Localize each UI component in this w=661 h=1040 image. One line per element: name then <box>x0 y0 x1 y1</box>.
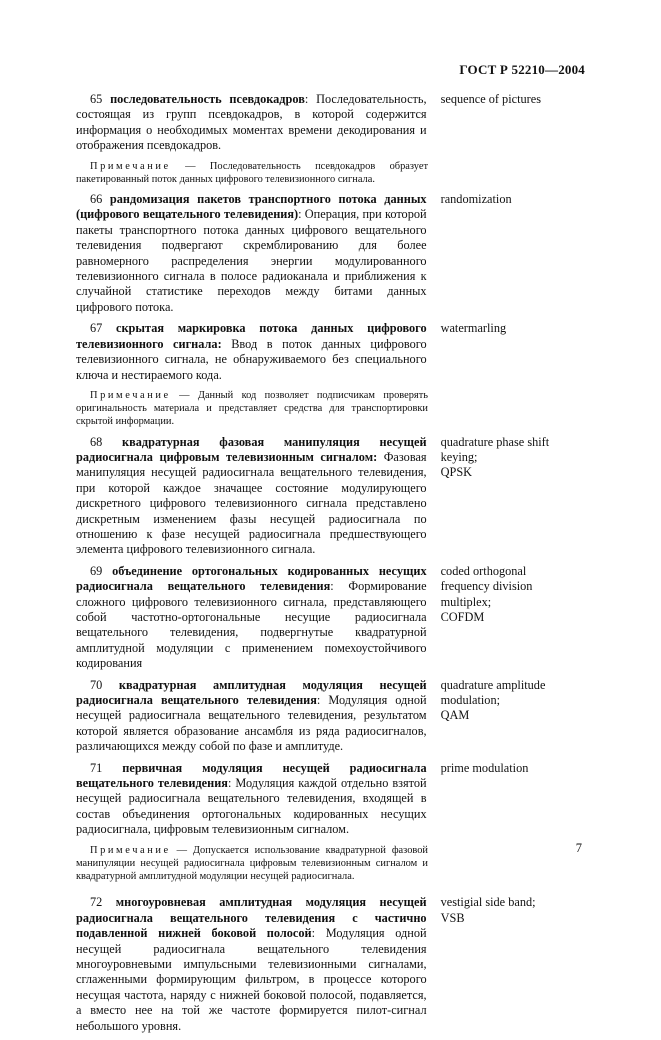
english-equivalent: coded orthogonal frequency division multiplex; COFDM <box>440 563 533 624</box>
note-label: Примечание <box>90 844 171 856</box>
term-number: 68 <box>90 434 103 449</box>
term-name: объединение ортогональных кодированных несущих радиосигнала вещательного телевидения <box>76 563 427 594</box>
english-equivalent: quadrature phase shift keying; QPSK <box>440 434 550 480</box>
term-definition: Формирование сложного цифрового телевизионного сигнала, представляющего собой частотно-ортогональные несущие радиосигнала вещательного телевидения, подвергнутые квадратурной амплитудной модуляции с применением помехоустойчивого кодирования <box>76 579 427 671</box>
term-name: квадратурная амплитудная модуляция несущей радиосигнала вещательного телевидения <box>76 677 427 708</box>
term-number: 66 <box>90 192 103 207</box>
term-number: 65 <box>90 92 103 106</box>
term-definition: Фазовая манипуляция несущей радиосигнала вещательного телевидения, при которой каждое значащее состояние модулирующего дискретного цифрового телевизионного сигнала представлено дискретным изменением фазы несущей радиосигнала по отношению к фазе несущей радиосигнала предшествующего элемента цифрового телевизионного сигнала. <box>76 449 427 557</box>
term-definition: Ввод в поток данных цифрового телевизионного сигнала, не обнаруживаемого без специального ключа и нестираемого кода. <box>76 336 427 382</box>
term-definition: Модуляция одной несущей радиосигнала вещательного телевидения, результатом которой является образование ансамбля из ряда радиосигналов, различающихся между собой по фазе и амплитуде. <box>76 693 427 754</box>
term-name: многоуровневая амплитудная модуляция несущей радиосигнала вещательного телевидения с частично подавленной нижней боковой полосой <box>76 895 427 941</box>
english-equivalent: prime modulation <box>440 760 529 775</box>
note-label: Примечание <box>90 160 171 172</box>
page-number: 7 <box>575 841 582 855</box>
term-entry-69: 69 объединение ортогональных кодированных несущих радиосигнала вещательного телевидения: Формирование сложного цифрового телевизионного сигнала, представляющего собой частотно-ортогональные несущие радиосигнала вещательного телевидения, подвергнутые квадратурной амплитудной модуляции с применением помехоустойчивого кодирования coded orthogonal frequency division multiplex; COFDM <box>76 564 586 672</box>
term-list <box>76 92 586 1040</box>
term-name: последовательность псевдокадров <box>110 92 305 106</box>
note <box>76 389 428 429</box>
term-entry-68 <box>76 435 586 558</box>
note-label: Примечание <box>90 389 171 401</box>
term-name: первичная модуляция несущей радиосигнала вещательного телевидения <box>76 760 427 791</box>
note <box>76 160 428 186</box>
document-header: ГОСТ Р 52210—2004 <box>459 62 585 77</box>
term-definition: Последовательность, состоящая из групп псевдокадров, в которой содержится информация о необходимых моментах времени декодирования и отображения псевдокадров. <box>76 92 427 153</box>
term-entry-70: 70 квадратурная амплитудная модуляция несущей радиосигнала вещательного телевидения: Модуляция одной несущей радиосигнала вещательного телевидения, результатом которой является образование ансамбля из ряда радиосигналов, различающихся между собой по фазе и амплитуде. quadrature amplitude modulation; QAM <box>76 678 586 755</box>
term-entry-67 <box>76 321 586 383</box>
term-number: 67 <box>90 321 103 336</box>
term-name: рандомизация пакетов транспортного потока данных (цифрового вещательного телевидения) <box>76 192 427 222</box>
english-equivalent: randomization <box>440 192 512 207</box>
term-definition: Операция, при которой пакеты транспортного потока данных цифрового вещательного телевидения подвергают скремблированию для более равномерного распределения энергии модулированного телевизионного сигнала в полосе радиоканала и приближения к случайной статистике переходов между битами данных цифрового потока. <box>76 207 427 314</box>
note-text: — Последовательность псевдокадров образует пакетированный поток данных цифрового телевизионного сигнала. <box>76 160 428 185</box>
note-text: — Данный код позволяет подписчикам проверять оригинальность материала и представляет средства для транспортировки скрытой информации. <box>76 389 428 428</box>
term-entry-65: 65 последовательность псевдокадров: Последовательность, состоящая из групп псевдокадров, в которой содержится информация о необходимых моментах времени декодирования и отображения псевдокадров. sequence of pictures <box>76 92 586 154</box>
term-definition: Модуляция каждой отдельно взятой несущей радиосигнала вещательного телевидения, входящей в состав объединения ортогональных кодированных несущих радиосигнала, цифровым телевизионным сигналом. <box>76 776 427 837</box>
english-equivalent: quadrature amplitude modulation; QAM <box>440 677 546 723</box>
term-name: скрытая маркировка потока данных цифрового телевизионного сигнала: <box>76 321 427 351</box>
english-equivalent: watermarling <box>440 321 507 336</box>
term-name: квадратурная фазовая манипуляция несущей радиосигнала цифровым телевизионным сигналом: <box>76 434 427 464</box>
note <box>76 844 428 884</box>
term-entry-66: 66 рандомизация пакетов транспортного потока данных (цифрового вещательного телевидения): Операция, при которой пакеты транспортного потока данных цифрового вещательного телевидения подвергают скремблированию для более равномерного распределения энергии модулированного телевизионного сигнала в полосе радиоканала и приближения к случайной статистике переходов между битами данных цифрового потока. randomization <box>76 192 586 315</box>
term-number: 72 <box>90 895 103 910</box>
term-entry-72: 72 многоуровневая амплитудная модуляция несущей радиосигнала вещательного телевидения с частично подавленной нижней боковой полосой: Модуляция одной несущей радиосигнала вещательного телевидения многоуровневыми импульсными телевизионными сигналами, сглаженными формирующим фильтром, в процессе которого несущая частота, наряду с нижней боковой полосой, подавляется, а вместо нее на той же частоте формируется пилот-сигнал небольшого уровня. vestigial side band; VSB <box>76 895 586 1034</box>
term-number: 69 <box>90 563 103 578</box>
english-equivalent: sequence of pictures <box>440 92 541 106</box>
term-number: 70 <box>90 677 103 692</box>
english-equivalent: vestigial side band; VSB <box>440 895 536 925</box>
term-number: 71 <box>90 760 103 775</box>
note-text: — Допускается использование квадратурной фазовой манипуляции несущей радиосигнала цифровым телевизионным сигналом и квадратурной амплитудной модуляции несущей радиосигнала. <box>76 844 428 883</box>
term-entry-71: 71 первичная модуляция несущей радиосигнала вещательного телевидения: Модуляция каждой отдельно взятой несущей радиосигнала вещательного телевидения, входящей в состав объединения ортогональных кодированных несущих радиосигнала, цифровым телевизионным сигналом. prime modulation <box>76 761 586 838</box>
term-definition: Модуляция одной несущей радиосигнала вещательного телевидения многоуровневыми импульсными телевизионными сигналами, сглаженными формирующим фильтром, в процессе которого несущая частота, наряду с нижней боковой полосой, подавляется, а вместо нее на той же частоте формируется пилот-сигнал небольшого уровня. <box>76 926 427 1033</box>
